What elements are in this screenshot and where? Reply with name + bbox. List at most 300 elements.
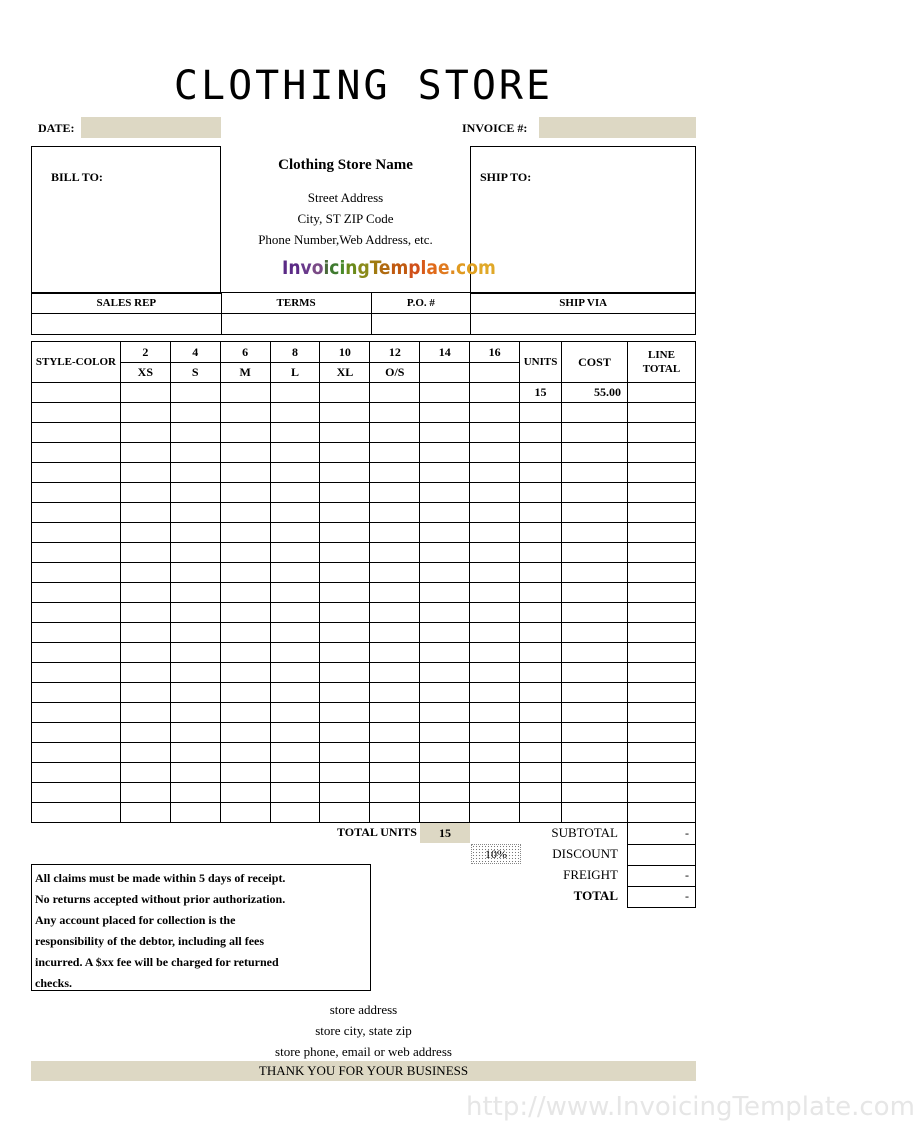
qty-cell[interactable] <box>320 683 370 703</box>
qty-cell[interactable] <box>470 703 520 723</box>
qty-cell[interactable] <box>320 543 370 563</box>
style-color-cell[interactable] <box>32 583 121 603</box>
qty-cell[interactable] <box>420 523 470 543</box>
line-total-cell <box>627 683 695 703</box>
qty-cell[interactable] <box>170 603 220 623</box>
units-cell[interactable] <box>520 523 562 543</box>
qty-cell[interactable] <box>220 643 270 663</box>
table-row <box>32 643 696 663</box>
discount-rate-field[interactable]: 10% <box>471 844 521 864</box>
qty-cell[interactable] <box>270 643 320 663</box>
qty-cell[interactable] <box>420 723 470 743</box>
qty-cell[interactable] <box>320 723 370 743</box>
qty-cell[interactable] <box>170 643 220 663</box>
qty-cell[interactable] <box>220 423 270 443</box>
style-color-cell[interactable] <box>32 503 121 523</box>
subtotal-value: - <box>628 823 696 844</box>
qty-cell[interactable] <box>270 423 320 443</box>
table-row <box>32 663 696 683</box>
qty-cell[interactable] <box>320 663 370 683</box>
qty-cell[interactable] <box>220 443 270 463</box>
size-letter-header: XL <box>320 363 370 383</box>
cost-cell[interactable] <box>562 483 628 503</box>
qty-cell[interactable] <box>120 743 170 763</box>
qty-cell[interactable] <box>270 563 320 583</box>
footer-contact: store phone, email or web address <box>275 1044 452 1059</box>
ship-via-field[interactable] <box>471 314 696 335</box>
qty-cell[interactable] <box>270 763 320 783</box>
qty-cell[interactable] <box>420 443 470 463</box>
qty-cell[interactable] <box>120 643 170 663</box>
qty-cell[interactable] <box>370 603 420 623</box>
units-cell[interactable] <box>520 743 562 763</box>
sales-rep-field[interactable] <box>32 314 222 335</box>
style-color-cell[interactable] <box>32 683 121 703</box>
qty-cell[interactable] <box>370 663 420 683</box>
qty-cell[interactable] <box>120 563 170 583</box>
sales-rep-header: SALES REP <box>32 293 222 314</box>
table-row <box>32 423 696 443</box>
units-cell[interactable] <box>520 463 562 483</box>
size-letter-header: L <box>270 363 320 383</box>
qty-cell[interactable] <box>320 603 370 623</box>
qty-cell[interactable] <box>420 403 470 423</box>
units-cell[interactable] <box>520 543 562 563</box>
qty-cell[interactable] <box>370 563 420 583</box>
style-color-cell[interactable] <box>32 463 121 483</box>
units-cell[interactable]: 15 <box>520 383 562 403</box>
qty-cell[interactable] <box>170 703 220 723</box>
table-row <box>32 783 696 803</box>
cost-cell[interactable] <box>562 763 628 783</box>
units-cell[interactable] <box>520 763 562 783</box>
qty-cell[interactable] <box>120 723 170 743</box>
cost-cell[interactable] <box>562 563 628 583</box>
qty-cell[interactable] <box>120 543 170 563</box>
line-total-cell <box>627 743 695 763</box>
qty-cell[interactable] <box>170 503 220 523</box>
style-color-cell[interactable] <box>32 543 121 563</box>
qty-cell[interactable] <box>170 683 220 703</box>
qty-cell[interactable] <box>470 423 520 443</box>
size-letter-header <box>470 363 520 383</box>
style-color-cell[interactable] <box>32 603 121 623</box>
qty-cell[interactable] <box>420 743 470 763</box>
qty-cell[interactable] <box>420 703 470 723</box>
style-color-cell[interactable] <box>32 703 121 723</box>
qty-cell[interactable] <box>170 623 220 643</box>
style-color-cell[interactable] <box>32 403 121 423</box>
qty-cell[interactable] <box>320 423 370 443</box>
qty-cell[interactable] <box>370 383 420 403</box>
cost-cell[interactable] <box>562 623 628 643</box>
cost-cell[interactable] <box>562 403 628 423</box>
cost-cell[interactable] <box>562 603 628 623</box>
qty-cell[interactable] <box>470 383 520 403</box>
units-cell[interactable] <box>520 803 562 823</box>
qty-cell[interactable] <box>320 763 370 783</box>
cost-cell[interactable]: 55.00 <box>562 383 628 403</box>
line-total-cell <box>627 783 695 803</box>
qty-cell[interactable] <box>320 623 370 643</box>
qty-cell[interactable] <box>420 483 470 503</box>
qty-cell[interactable] <box>370 623 420 643</box>
style-color-cell[interactable] <box>32 383 121 403</box>
qty-cell[interactable] <box>220 483 270 503</box>
qty-cell[interactable] <box>270 603 320 623</box>
line-total-cell <box>627 603 695 623</box>
invoice-number-field[interactable] <box>539 117 696 138</box>
qty-cell[interactable] <box>220 763 270 783</box>
qty-cell[interactable] <box>370 703 420 723</box>
qty-cell[interactable] <box>270 443 320 463</box>
style-color-cell[interactable] <box>32 483 121 503</box>
qty-cell[interactable] <box>420 563 470 583</box>
qty-cell[interactable] <box>370 543 420 563</box>
cost-cell[interactable] <box>562 683 628 703</box>
style-color-cell[interactable] <box>32 803 121 823</box>
line-total-cell <box>627 403 695 423</box>
qty-cell[interactable] <box>120 783 170 803</box>
qty-cell[interactable] <box>170 403 220 423</box>
qty-cell[interactable] <box>320 403 370 423</box>
qty-cell[interactable] <box>420 663 470 683</box>
line-total-cell <box>627 463 695 483</box>
table-row <box>32 383 696 403</box>
style-color-cell[interactable] <box>32 783 121 803</box>
qty-cell[interactable] <box>470 743 520 763</box>
qty-cell[interactable] <box>120 483 170 503</box>
qty-cell[interactable] <box>470 763 520 783</box>
line-total-cell <box>627 663 695 683</box>
table-row <box>32 503 696 523</box>
line-total-cell <box>627 583 695 603</box>
units-cell[interactable] <box>520 443 562 463</box>
qty-cell[interactable] <box>120 463 170 483</box>
qty-cell[interactable] <box>270 383 320 403</box>
qty-cell[interactable] <box>470 583 520 603</box>
table-row <box>32 803 696 823</box>
qty-cell[interactable] <box>420 383 470 403</box>
qty-cell[interactable] <box>370 743 420 763</box>
qty-cell[interactable] <box>470 783 520 803</box>
qty-cell[interactable] <box>220 543 270 563</box>
qty-cell[interactable] <box>220 743 270 763</box>
qty-cell[interactable] <box>270 583 320 603</box>
qty-cell[interactable] <box>370 583 420 603</box>
store-name: Clothing Store Name <box>278 157 413 173</box>
units-cell[interactable] <box>520 483 562 503</box>
freight-value[interactable]: - <box>628 865 696 886</box>
qty-cell[interactable] <box>120 403 170 423</box>
qty-cell[interactable] <box>320 743 370 763</box>
qty-cell[interactable] <box>170 383 220 403</box>
qty-cell[interactable] <box>470 663 520 683</box>
cost-cell[interactable] <box>562 583 628 603</box>
table-row <box>32 523 696 543</box>
footer-address: store address <box>329 1002 398 1017</box>
cost-cell[interactable] <box>562 723 628 743</box>
qty-cell[interactable] <box>120 703 170 723</box>
qty-cell[interactable] <box>420 683 470 703</box>
qty-cell[interactable] <box>320 583 370 603</box>
units-cell[interactable] <box>520 603 562 623</box>
qty-cell[interactable] <box>120 803 170 823</box>
qty-cell[interactable] <box>370 503 420 523</box>
qty-cell[interactable] <box>470 463 520 483</box>
table-row <box>32 763 696 783</box>
qty-cell[interactable] <box>420 623 470 643</box>
cost-cell[interactable] <box>562 443 628 463</box>
qty-cell[interactable] <box>220 523 270 543</box>
qty-cell[interactable] <box>320 463 370 483</box>
ship-via-header: SHIP VIA <box>471 293 696 314</box>
qty-cell[interactable] <box>420 543 470 563</box>
qty-cell[interactable] <box>370 763 420 783</box>
size-letter-header: O/S <box>370 363 420 383</box>
qty-cell[interactable] <box>170 803 220 823</box>
units-cell[interactable] <box>520 423 562 443</box>
style-color-cell[interactable] <box>32 723 121 743</box>
qty-cell[interactable] <box>120 603 170 623</box>
qty-cell[interactable] <box>420 803 470 823</box>
qty-cell[interactable] <box>270 803 320 823</box>
qty-cell[interactable] <box>420 503 470 523</box>
qty-cell[interactable] <box>420 583 470 603</box>
qty-cell[interactable] <box>320 503 370 523</box>
table-row <box>32 623 696 643</box>
cost-cell[interactable] <box>562 663 628 683</box>
line-total-cell <box>627 483 695 503</box>
cost-cell[interactable] <box>562 643 628 663</box>
qty-cell[interactable] <box>120 443 170 463</box>
qty-cell[interactable] <box>220 563 270 583</box>
qty-cell[interactable] <box>370 443 420 463</box>
qty-cell[interactable] <box>170 583 220 603</box>
line-total-cell <box>627 643 695 663</box>
qty-cell[interactable] <box>120 763 170 783</box>
qty-cell[interactable] <box>270 483 320 503</box>
qty-cell[interactable] <box>120 683 170 703</box>
qty-cell[interactable] <box>470 683 520 703</box>
discount-value <box>628 844 696 865</box>
line-total-cell <box>627 563 695 583</box>
units-cell[interactable] <box>520 563 562 583</box>
qty-cell[interactable] <box>420 423 470 443</box>
ship-to-box[interactable] <box>470 146 696 294</box>
qty-cell[interactable] <box>420 783 470 803</box>
size-number-header: 12 <box>370 342 420 363</box>
qty-cell[interactable] <box>270 783 320 803</box>
units-cell[interactable] <box>520 723 562 743</box>
qty-cell[interactable] <box>170 543 220 563</box>
line-total-cell <box>627 423 695 443</box>
qty-cell[interactable] <box>370 523 420 543</box>
qty-cell[interactable] <box>320 783 370 803</box>
qty-cell[interactable] <box>220 783 270 803</box>
cost-cell[interactable] <box>562 803 628 823</box>
cost-cell[interactable] <box>562 703 628 723</box>
qty-cell[interactable] <box>470 623 520 643</box>
style-color-header: STYLE-COLOR <box>32 342 121 383</box>
style-color-cell[interactable] <box>32 663 121 683</box>
qty-cell[interactable] <box>420 643 470 663</box>
qty-cell[interactable] <box>170 523 220 543</box>
qty-cell[interactable] <box>120 423 170 443</box>
units-cell[interactable] <box>520 683 562 703</box>
qty-cell[interactable] <box>370 783 420 803</box>
cost-cell[interactable] <box>562 523 628 543</box>
qty-cell[interactable] <box>270 403 320 423</box>
qty-cell[interactable] <box>220 683 270 703</box>
qty-cell[interactable] <box>220 723 270 743</box>
qty-cell[interactable] <box>220 503 270 523</box>
qty-cell[interactable] <box>320 803 370 823</box>
line-total-cell <box>627 443 695 463</box>
qty-cell[interactable] <box>270 723 320 743</box>
qty-cell[interactable] <box>170 563 220 583</box>
qty-cell[interactable] <box>270 663 320 683</box>
qty-cell[interactable] <box>120 663 170 683</box>
qty-cell[interactable] <box>120 503 170 523</box>
qty-cell[interactable] <box>220 463 270 483</box>
cost-cell[interactable] <box>562 743 628 763</box>
units-cell[interactable] <box>520 503 562 523</box>
qty-cell[interactable] <box>270 743 320 763</box>
style-color-cell[interactable] <box>32 743 121 763</box>
qty-cell[interactable] <box>170 443 220 463</box>
policy-line: All claims must be made within 5 days of receipt. <box>35 871 286 885</box>
qty-cell[interactable] <box>470 643 520 663</box>
qty-cell[interactable] <box>270 543 320 563</box>
units-cell[interactable] <box>520 623 562 643</box>
qty-cell[interactable] <box>220 623 270 643</box>
qty-cell[interactable] <box>320 703 370 723</box>
qty-cell[interactable] <box>470 443 520 463</box>
qty-cell[interactable] <box>470 803 520 823</box>
size-number-header: 14 <box>420 342 470 363</box>
qty-cell[interactable] <box>170 483 220 503</box>
qty-cell[interactable] <box>170 723 220 743</box>
qty-cell[interactable] <box>120 623 170 643</box>
style-color-cell[interactable] <box>32 443 121 463</box>
policy-line: Any account placed for collection is the <box>35 913 236 927</box>
qty-cell[interactable] <box>470 603 520 623</box>
qty-cell[interactable] <box>320 563 370 583</box>
style-color-cell[interactable] <box>32 423 121 443</box>
qty-cell[interactable] <box>370 463 420 483</box>
table-row <box>32 603 696 623</box>
qty-cell[interactable] <box>420 763 470 783</box>
style-color-cell[interactable] <box>32 643 121 663</box>
units-cell[interactable] <box>520 403 562 423</box>
qty-cell[interactable] <box>270 683 320 703</box>
qty-cell[interactable] <box>270 623 320 643</box>
qty-cell[interactable] <box>220 403 270 423</box>
cost-cell[interactable] <box>562 463 628 483</box>
qty-cell[interactable] <box>320 523 370 543</box>
qty-cell[interactable] <box>320 443 370 463</box>
qty-cell[interactable] <box>470 503 520 523</box>
qty-cell[interactable] <box>320 483 370 503</box>
qty-cell[interactable] <box>270 523 320 543</box>
ship-to-label: SHIP TO: <box>480 170 532 184</box>
units-cell[interactable] <box>520 783 562 803</box>
invoice-title: CLOTHING STORE <box>173 63 554 109</box>
qty-cell[interactable] <box>270 703 320 723</box>
qty-cell[interactable] <box>220 383 270 403</box>
qty-cell[interactable] <box>120 523 170 543</box>
qty-cell[interactable] <box>120 383 170 403</box>
terms-field[interactable] <box>221 314 371 335</box>
qty-cell[interactable] <box>170 663 220 683</box>
qty-cell[interactable] <box>220 703 270 723</box>
units-cell[interactable] <box>520 643 562 663</box>
qty-cell[interactable] <box>220 803 270 823</box>
qty-cell[interactable] <box>370 683 420 703</box>
qty-cell[interactable] <box>370 403 420 423</box>
cost-cell[interactable] <box>562 423 628 443</box>
qty-cell[interactable] <box>170 423 220 443</box>
units-cell[interactable] <box>520 703 562 723</box>
qty-cell[interactable] <box>370 483 420 503</box>
po-field[interactable] <box>371 314 471 335</box>
qty-cell[interactable] <box>320 643 370 663</box>
qty-cell[interactable] <box>470 523 520 543</box>
qty-cell[interactable] <box>220 583 270 603</box>
style-color-cell[interactable] <box>32 563 121 583</box>
qty-cell[interactable] <box>320 383 370 403</box>
qty-cell[interactable] <box>220 663 270 683</box>
cost-cell[interactable] <box>562 783 628 803</box>
qty-cell[interactable] <box>370 723 420 743</box>
qty-cell[interactable] <box>170 763 220 783</box>
footer-city: store city, state zip <box>315 1023 412 1038</box>
bill-to-box[interactable] <box>31 146 221 294</box>
qty-cell[interactable] <box>420 603 470 623</box>
qty-cell[interactable] <box>270 503 320 523</box>
qty-cell[interactable] <box>470 403 520 423</box>
qty-cell[interactable] <box>170 783 220 803</box>
qty-cell[interactable] <box>470 543 520 563</box>
qty-cell[interactable] <box>370 643 420 663</box>
cost-cell[interactable] <box>562 503 628 523</box>
units-cell[interactable] <box>520 583 562 603</box>
date-field[interactable] <box>81 117 221 138</box>
qty-cell[interactable] <box>470 483 520 503</box>
qty-cell[interactable] <box>120 583 170 603</box>
qty-cell[interactable] <box>420 463 470 483</box>
qty-cell[interactable] <box>170 743 220 763</box>
qty-cell[interactable] <box>470 723 520 743</box>
units-cell[interactable] <box>520 663 562 683</box>
qty-cell[interactable] <box>170 463 220 483</box>
qty-cell[interactable] <box>470 563 520 583</box>
qty-cell[interactable] <box>270 463 320 483</box>
style-color-cell[interactable] <box>32 623 121 643</box>
qty-cell[interactable] <box>220 603 270 623</box>
size-number-header: 4 <box>170 342 220 363</box>
invoice-number-label: INVOICE #: <box>462 121 528 135</box>
style-color-cell[interactable] <box>32 763 121 783</box>
cost-cell[interactable] <box>562 543 628 563</box>
qty-cell[interactable] <box>370 423 420 443</box>
style-color-cell[interactable] <box>32 523 121 543</box>
qty-cell[interactable] <box>370 803 420 823</box>
table-row <box>32 483 696 503</box>
policy-line: responsibility of the debtor, including all fees <box>35 934 265 948</box>
table-row <box>32 563 696 583</box>
